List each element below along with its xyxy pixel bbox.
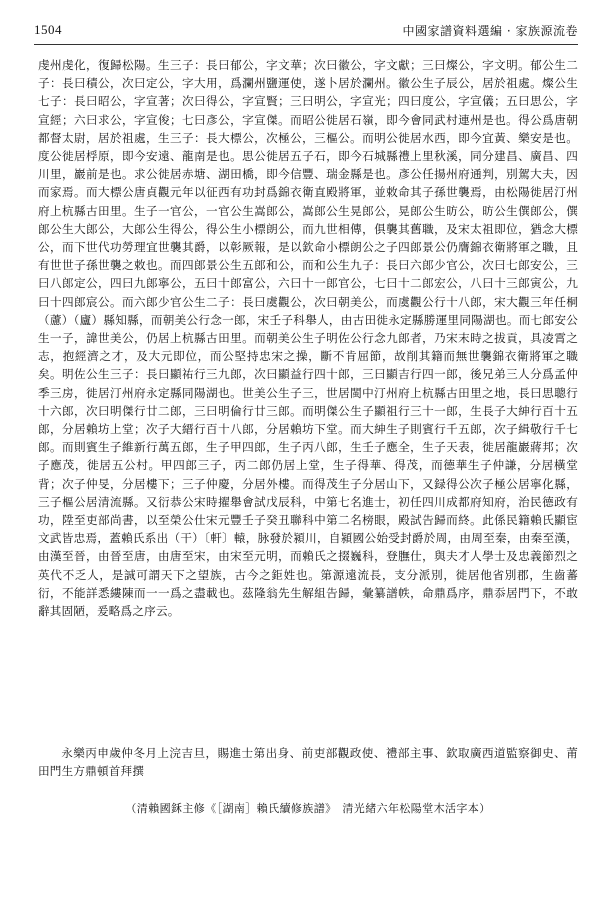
signature-line: 永樂丙申歲仲冬月上浣吉旦，賜進士第出身、前吏部觀政使、禮部主事、欽取廣西道監察御史、莆田門生方鼎頓首拜撰 [38,746,578,779]
running-title: 中國家譜資料選編 · 家族源流卷 [402,24,578,38]
source-note: （清賴國鉌主修《［湖南］賴氏續修族譜》 清光緒六年松陽堂木活字本） [125,802,491,815]
page-header [34,22,578,42]
page-number: 1504 [34,22,62,37]
header-rule [34,44,578,45]
body-text [38,56,578,620]
main-paragraph: 虔州虔化，復歸松陽。生三子：長曰郁公，字文華；次曰徽公，字文獻；三曰燦公，字文明。郁公生二子：長曰積公，次曰定公，字大用，爲瀾州鹽運使，遂卜居於瀾州。徽公生子辰公，居於祖處。燦公生七子：長曰昭公，字宣著；次曰得公，字宣賢；三曰明公，字宣光；四曰度公，字宣儀；五曰思公，字宣經；六曰求公，字宣俊；七曰彥公，字宣傑。而昭公徙居石嶺，即今會同武村連州是也。得公爲唐朝都督太尉，居於祖處，生三子：長大標公，次極公，三樞公。而明公徙居水西，即今宜黃、樂安是也。度公徙居桴原，即今安遠、龍南是也。思公徙居五子石，即今石城縣禮上里秋溪，同分建昌、廣昌、四川里，巖前是也。求公徙居赤塘、湖田橋，即今信豐、瑞金縣是也。彥公任揚州府通判，別駕大夫，因而家焉。而大標公唐貞觀元年以征西有功封爲錦衣衛直殿將軍，並敕命其子孫世襲焉，由松陽徙居汀州府上杭縣古田里。生子一官公，一官公生嵩郎公，嵩郎公生晃郎公，晃郎公生昉公，昉公生僎郎公，僎郎公生大郎公，大郎公生得公，得公生小標朗公，而九世相傳，俱襲其舊職，及宋太祖即位，猶念大標公，而下世代功勞理宜世襲其爵，以彰厥報，是以欽命小標朗公之子四郎景公仍膺錦衣衛將軍之職，且有世世子孫世襲之敕也。而四郎景公生五郎和公，而和公生九子：長曰六郎少官公，次曰七郎安公，三曰八郎定公，四曰九郎寧公，五曰十郎富公，六曰十一郎官公，七曰十二郎宏公，八曰十三郎寅公，九曰十四郎宸公。而六郎少官公生二子：長曰虞觀公，次曰朝美公，而虞觀公行十八郎，宋大觀三年任桐（藘）（廬）縣知縣，而朝美公行念一郎，宋壬子科舉人，由古田徙永定縣勝運里同陽湖也。而七郎安公生一子，諱世美公，仍居上杭縣古田里。而朝美公生子明佐公行念九郎者，乃宋末時之拔貢，具凌霄之志，抱經濟之才，及大元即位，而公堅持忠宋之操，斷不肯屈節，故削其籍而無世襲錦衣衛將軍之職矣。明佐公生三子：長曰顯祐行三九郎，次曰顯益行四十郎，三曰顯吉行四一郎，後兄弟三人分爲孟仲季三房，徙居汀州府永定縣同陽湖也。世美公生子三，世居閩中汀州府上杭縣古田里之地，長曰思聰行十六郎，次曰明傑行廿二郎，三曰明倫行廿三郎。而明傑公生子顯祖行三十一郎，生長子大紳行百十五郎，分居賴坊上堂；次子大縉行百十八郎，分居賴坊下堂。而大紳生子則賓行千五郎，次子緝敬行千七郎。而則賓生子維新行萬五郎，生子甲四郎，生子丙八郎，生壬子應全，生子天表，徙居龍巖蔣邦；次子應茂，徙居五公村。甲四郎三子，丙二郎仍居上堂，生子得華、得茂，而德華生子仲謙，分居橫堂背；次子仲旻，分居樓下；三子仲慶，分居外樓。而得茂生子分居山下，又録得公次子極公居寧化縣，三子樞公居清流縣。又衍恭公宋時擢舉會試戊辰科，中第七名進士，初任四川成都府知府，治民德政有功，陞至吏部尚書，以至榮公仕宋元豐壬子癸丑聯科中第二名榜眼，殿試告歸而終。此係民籍賴氏顯宦文武皆忠焉，蓋賴氏系出（干）〔軒〕轅，脉發於潁川，自潁國公始受封爵於周，由周至秦，由秦至漢，由漢至晉，由晉至唐，由唐至宋，由宋至元明，而賴氏之掇巍科，登膴仕，與夫才人學士及忠義節烈之英代不乏人，是誠可謂天下之望族，古今之鉅姓也。第源遠流長，支分派別，徙居他省別郡，生齒蕃衍，不能詳悉縷陳而一一爲之盡載也。茲隆翁先生解組告歸，彙纂譜帙，命鼎爲序，鼎忝居門下，不敢辭其固陋，爰略爲之序云。 [38,58,578,619]
